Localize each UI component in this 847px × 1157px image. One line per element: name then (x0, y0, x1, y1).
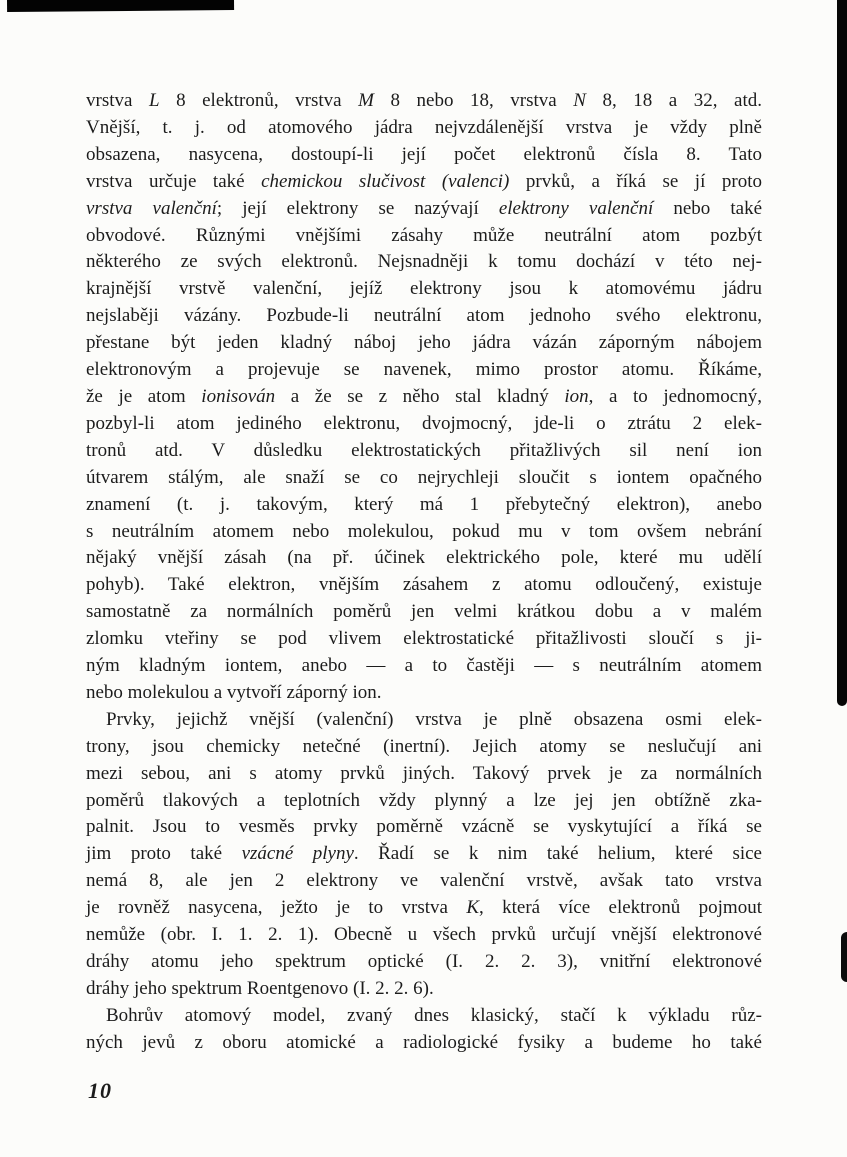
italic-text-run: elektrony valenční (498, 197, 654, 219)
text-run: pohyb). Také elektron, vnějším zásahem z atomu odloučený, existuje (86, 574, 762, 596)
text-run: s neutrálním atomem nebo molekulou, pokud mu v tom ovšem nebrání (86, 520, 762, 542)
text-line (86, 492, 762, 519)
italic-text-run: ionisován (201, 385, 276, 407)
text-run: 8 nebo 18, vrstva (373, 90, 574, 111)
text-line (86, 572, 762, 599)
scan-artifact-top-left (7, 0, 234, 12)
text-line (86, 438, 762, 465)
text-run: pozbyl-li atom jediného elektronu, dvojmocný, jde-li o ztrátu 2 elek- (86, 412, 762, 434)
text-line (86, 841, 762, 868)
italic-text-run: vrstva valenční (86, 197, 217, 219)
text-line (86, 88, 762, 115)
text-run: palnit. Jsou to vesměs prvky poměrně vzácně se vyskytující a říká se (86, 816, 762, 838)
text-run: . Řadí se k nim také helium, které sice (353, 843, 762, 865)
text-line (86, 357, 762, 384)
text-line (86, 519, 762, 546)
text-run: Vnější, t. j. od atomového jádra nejvzdálenější vrstva je vždy plně (86, 116, 762, 138)
text-line (86, 653, 762, 680)
text-line (86, 895, 762, 922)
text-run: tronů atd. V důsledku elektrostatických přitažlivých sil není ion (86, 439, 762, 461)
text-run: a že se z něho stal kladný (275, 385, 565, 407)
italic-text-run: chemickou slučivost (valenci) (261, 170, 510, 192)
text-line (86, 1030, 762, 1057)
text-line (86, 922, 762, 949)
text-run: zlomku vteřiny se pod vlivem elektrostatické přitažlivosti sloučí s ji- (86, 628, 762, 650)
text-line (86, 303, 762, 330)
text-run: že je atom (86, 385, 202, 407)
text-line (86, 169, 762, 196)
text-line (86, 761, 762, 788)
text-line (86, 788, 762, 815)
italic-text-run: vzácné plyny (241, 843, 354, 865)
text-run: dráhy jeho spektrum Roentgenovo (I. 2. 2. 6). (86, 977, 434, 999)
text-run: nějaký vnější zásah (na př. účinek elektrického pole, které mu udělí (86, 547, 762, 569)
text-run: mezi sebou, ani s atomy prvků jiných. Takový prvek je za normálních (86, 762, 762, 784)
text-line (86, 223, 762, 250)
text-run: , která více elektronů pojmout (479, 897, 762, 919)
text-line (86, 868, 762, 895)
text-run: nebo také (653, 197, 763, 219)
text-line (86, 196, 762, 223)
text-line (86, 115, 762, 142)
text-run: trony, jsou chemicky netečné (inertní). Jejich atomy se neslučují ani (86, 735, 762, 757)
text-block (86, 88, 762, 1057)
paragraph (86, 88, 762, 707)
text-run: elektronovým a projevuje se navenek, mimo prostor atomu. Říkáme, (86, 359, 762, 381)
text-line (86, 1003, 762, 1030)
page-number: 10 (88, 1078, 112, 1103)
text-run: ným kladným iontem, anebo — a to častěji — s neutrálním atomem (86, 655, 762, 677)
text-run: některého ze svých elektronů. Nejsnadněji k tomu dochází v této nej- (86, 251, 762, 273)
text-run: poměrů tlakových a teplotních vždy plynný a lze jej jen obtížně zka- (86, 789, 762, 811)
text-line (86, 707, 762, 734)
text-line (86, 814, 762, 841)
text-run: nemůže (obr. I. 1. 2. 1). Obecně u všech prvků určují vnější elektronové (86, 924, 762, 946)
text-run: nemá 8, ale jen 2 elektrony ve valenční vrstvě, avšak tato vrstva (86, 870, 762, 892)
scan-artifact-right-edge (837, 0, 847, 706)
text-line (86, 949, 762, 976)
text-run: obsazena, nasycena, dostoupí-li její počet elektronů čísla 8. Tato (86, 143, 762, 165)
text-run: Prvky, jejichž vnější (valenční) vrstva je plně obsazena osmi elek- (106, 708, 762, 730)
text-run: samostatně za normálních poměrů jen velmi krátkou dobu a v malém (86, 601, 762, 623)
italic-text-run: N (573, 90, 586, 111)
paragraph (86, 1003, 762, 1057)
text-run: nebo molekulou a vytvoří záporný ion. (86, 681, 382, 703)
text-run: útvarem stálým, ale snaží se co nejrychleji sloučit s iontem opačného (86, 466, 762, 488)
text-line (86, 976, 762, 1003)
text-run: znamení (t. j. takovým, který má 1 přebytečný elektron), anebo (86, 493, 762, 515)
text-line (86, 680, 762, 707)
text-run: jim proto také (86, 843, 242, 865)
scan-artifact-right-mark (841, 932, 847, 982)
text-run: 8, 18 a 32, atd. (585, 90, 762, 111)
italic-text-run: L (148, 90, 160, 111)
text-run: dráhy atomu jeho spektrum optické (I. 2. 2. 3), vnitřní elektronové (86, 951, 762, 972)
italic-text-run: M (358, 90, 374, 111)
text-run: prvků, a říká se jí proto (509, 170, 762, 192)
text-line (86, 545, 762, 572)
text-line (86, 330, 762, 357)
text-line (86, 384, 762, 411)
text-run: obvodové. Různými vnějšími zásahy může neutrální atom pozbýt (86, 224, 762, 246)
text-run: je rovněž nasycena, ježto je to vrstva (86, 897, 467, 919)
text-line (86, 142, 762, 169)
text-run: ; její elektrony se nazývají (216, 197, 499, 219)
text-line (86, 249, 762, 276)
text-line (86, 734, 762, 761)
text-line (86, 599, 762, 626)
text-line (86, 276, 762, 303)
text-run: nejslaběji vázány. Pozbude-li neutrální atom jednoho svého elektronu, (86, 305, 762, 327)
text-run: Bohrův atomový model, zvaný dnes klasický, stačí k výkladu růz- (106, 1004, 762, 1026)
italic-text-run: K (466, 897, 479, 919)
text-run: krajnější vrstvě valenční, jejíž elektrony jsou k atomovému jádru (86, 278, 762, 300)
text-line (86, 411, 762, 438)
text-run: ných jevů z oboru atomické a radiologické fysiky a budeme ho také (86, 1031, 762, 1053)
text-line (86, 465, 762, 492)
text-run: , a to jednomocný, (588, 385, 762, 407)
text-run: přestane být jeden kladný náboj jeho jádra vázán záporným nábojem (86, 332, 762, 354)
italic-text-run: ion (564, 385, 589, 407)
text-run: vrstva (86, 90, 149, 111)
text-run: 8 elektronů, vrstva (159, 90, 359, 111)
text-run: vrstva určuje také (86, 170, 262, 192)
text-line (86, 626, 762, 653)
paragraph (86, 707, 762, 1003)
